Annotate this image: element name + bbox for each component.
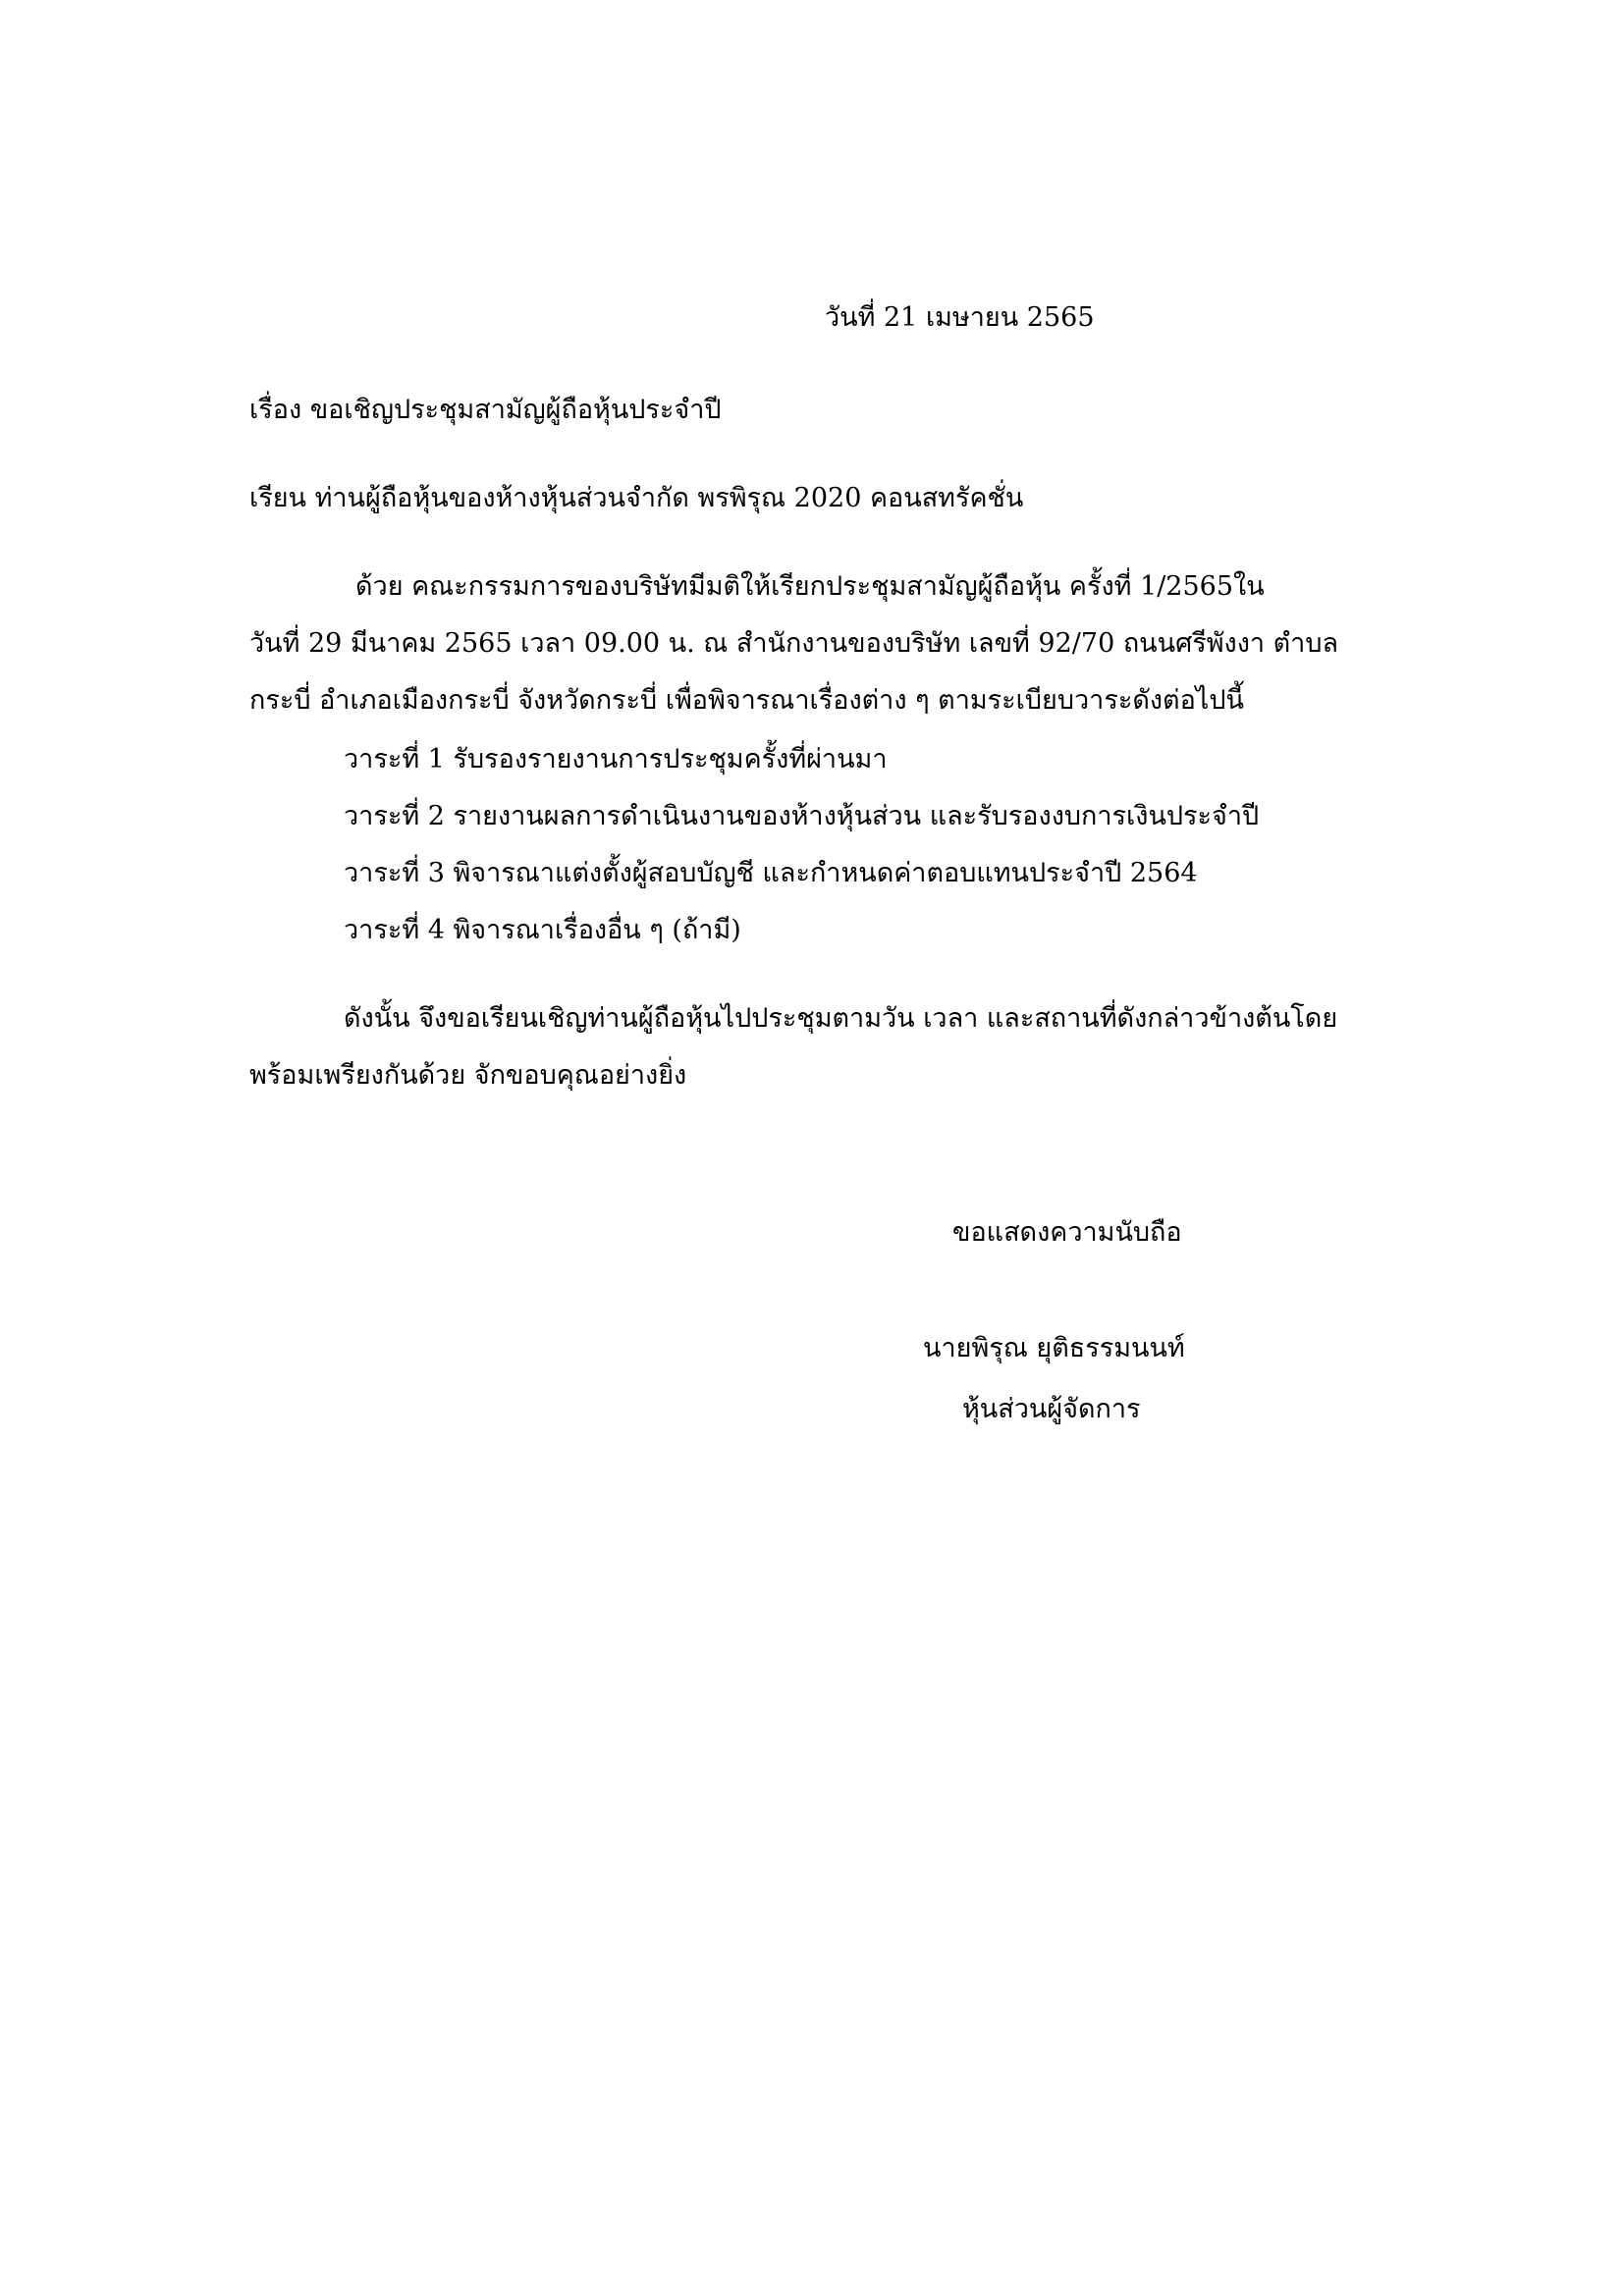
closing-regards: ขอแสดงความนับถือ: [952, 1217, 1182, 1248]
agenda-item: วาระที่ 1 รับรองรายงานการประชุมครั้งที่ผ่านมา: [344, 744, 888, 774]
signer-title: หุ้นส่วนผู้จัดการ: [962, 1394, 1141, 1424]
agenda-item: วาระที่ 3 พิจารณาแต่งตั้งผู้สอบบัญชี และกำหนดค่าตอบแทนประจำปี 2564: [344, 858, 1198, 888]
body-paragraph-line: กระบี่ อำเภอเมืองกระบี่ จังหวัดกระบี่ เพื่อพิจารณาเรื่องต่าง ๆ ตามระเบียบวาระดังต่อไปนี้: [249, 685, 1244, 716]
closing-paragraph-line: พร้อมเพรียงกันด้วย จักขอบคุณอย่างยิ่ง: [249, 1060, 687, 1091]
body-paragraph-line: วันที่ 29 มีนาคม 2565 เวลา 09.00 น. ณ สำนักงานของบริษัท เลขที่ 92/70 ถนนศรีพังงา ตำบล: [249, 628, 1339, 659]
letter-recipient: เรียน ท่านผู้ถือหุ้นของห้างหุ้นส่วนจำกัด พรพิรุณ 2020 คอนสทรัคชั่น: [249, 483, 1024, 513]
agenda-item: วาระที่ 4 พิจารณาเรื่องอื่น ๆ (ถ้ามี): [344, 915, 741, 945]
letter-subject: เรื่อง ขอเชิญประชุมสามัญผู้ถือหุ้นประจำปี: [249, 395, 722, 425]
body-paragraph-line: ด้วย คณะกรรมการของบริษัทมีมติให้เรียกประชุมสามัญผู้ถือหุ้น ครั้งที่ 1/2565ใน: [355, 571, 1265, 602]
agenda-item: วาระที่ 2 รายงานผลการดำเนินงานของห้างหุ้นส่วน และรับรองงบการเงินประจำปี: [344, 801, 1260, 831]
signer-name: นายพิรุณ ยุติธรรมนนท์: [923, 1333, 1185, 1363]
closing-paragraph-line: ดังนั้น จึงขอเรียนเชิญท่านผู้ถือหุ้นไปประชุมตามวัน เวลา และสถานที่ดังกล่าวข้างต้นโดย: [344, 1003, 1338, 1034]
letter-date: วันที่ 21 เมษายน 2565: [825, 302, 1095, 333]
